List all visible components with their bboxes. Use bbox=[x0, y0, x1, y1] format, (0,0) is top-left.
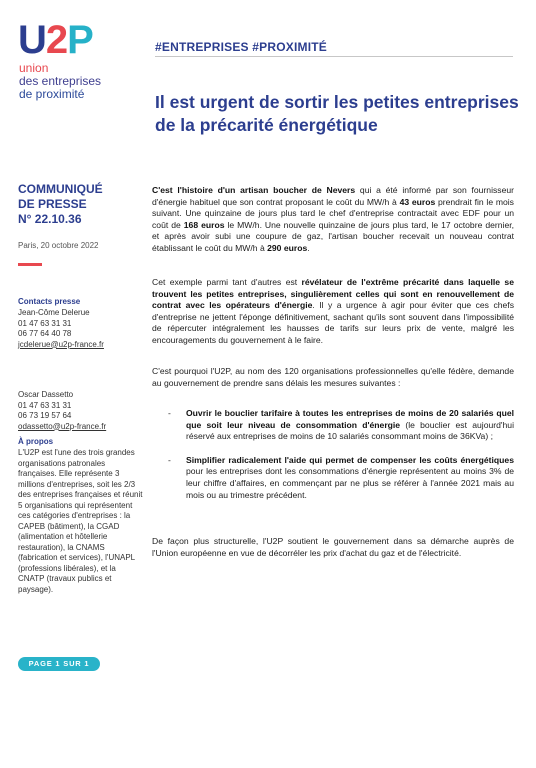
header-divider bbox=[155, 56, 513, 57]
contact-phone: 01 47 63 31 31 bbox=[18, 318, 72, 328]
p1-bold-4: 290 euros bbox=[267, 242, 308, 253]
p2-text-2: . Il y a urgence à agir pour éviter que ces chefs d'entreprise ne jettent l'éponge définitivement, sachant qu'ils sont souvent dans l'impossibilité de répercuter intégralement les hausses de tarifs sur leurs prix de vente, malgré les encouragements du gouvernement à le faire. bbox=[152, 300, 514, 345]
p1-text-3: le MW/h. Une nouvelle quinzaine de jours plus tard, le 17 octobre dernier, et après avoir subi une coupure de gaz, l'artisan boucher recevait un nouveau contrat établissant le coût du MW/h à bbox=[152, 219, 514, 253]
contact-email-link[interactable]: odassetto@u2p-france.fr bbox=[18, 421, 107, 431]
contact-name: Jean-Côme Delerue bbox=[18, 308, 90, 317]
p1-text-4: . bbox=[307, 242, 310, 253]
press-release-line-1: COMMUNIQUÉ bbox=[18, 182, 103, 196]
paragraph-2 bbox=[152, 277, 514, 347]
about-title: À propos bbox=[18, 437, 54, 446]
contact-email-link[interactable]: jcdelerue@u2p-france.fr bbox=[18, 339, 104, 349]
press-release-heading bbox=[18, 182, 138, 227]
p2-text-1: Cet exemple parmi tant d'autres est bbox=[152, 277, 302, 287]
bullet-dash: - bbox=[168, 408, 171, 418]
logo-digit-2: 2 bbox=[45, 18, 68, 62]
p1-bold-2: 43 euros bbox=[399, 196, 436, 207]
contact-name: Oscar Dassetto bbox=[18, 390, 74, 399]
contact-phone: 01 47 63 31 31 bbox=[18, 400, 72, 410]
bullet-dash: - bbox=[168, 454, 171, 465]
accent-bar bbox=[18, 263, 42, 266]
p1-text-2: prendrait fin le mois suivant. Une quinzaine de jours plus tard le chef d'entreprise contractait avec EDF pour un coût de bbox=[152, 196, 514, 230]
bullet-text: (le bouclier est aujourd'hui réservé aux entreprises de moins de 10 salariés consommant moins de 36KVa) ; bbox=[186, 419, 514, 442]
paragraph-4: De façon plus structurelle, l'U2P soutient le gouvernement dans sa démarche auprès de l'Union européenne en vue de décorréler les prix d'achat du gaz et de l'électricité. bbox=[152, 536, 514, 558]
logo-tagline-2: des entreprises bbox=[19, 74, 102, 88]
paragraph-1 bbox=[152, 185, 514, 255]
p1-bold-3: 168 euros bbox=[183, 219, 225, 230]
logo-tagline-1: union bbox=[19, 61, 49, 75]
press-release-number: N° 22.10.36 bbox=[18, 212, 82, 226]
about-text: L'U2P est l'une des trois grandes organisations patronales françaises. Elle représente 3 millions d'entreprises, soit les 2/3 des entreprises françaises et réunit 5 organisations qui représentent ces catégories d'entreprises : la CAPEB (bâtiment), la CGAD (alimentation et hôtellerie restauration), la CNAMS (fabrication et services), l'UNAPL (professions libérales), et la CNATP (travaux publics et paysage). bbox=[18, 448, 143, 594]
paragraph-3: C'est pourquoi l'U2P, au nom des 120 organisations professionnelles qu'elle fédère, demande au gouvernement de prendre sans délais les mesures suivantes : bbox=[152, 366, 514, 388]
hashtags: #ENTREPRISES #PROXIMITÉ bbox=[155, 40, 327, 54]
logo-letter-p: P bbox=[67, 18, 93, 62]
p2-bold-1: révélateur de l'extrême précarité dans laquelle se trouvent les petites entreprises, singulièrement celles qui sont en renouvellement de contrat avec les opérateurs d'énergie bbox=[152, 277, 514, 311]
contacts-title: Contacts presse bbox=[18, 297, 81, 306]
list-item bbox=[168, 408, 514, 443]
p1-bold-1: C'est l'histoire d'un artisan boucher de Nevers bbox=[152, 185, 356, 195]
page-indicator: PAGE 1 SUR 1 bbox=[18, 657, 100, 671]
release-date: Paris, 20 octobre 2022 bbox=[18, 241, 99, 250]
contact-mobile: 06 77 64 40 78 bbox=[18, 329, 72, 338]
u2p-logo bbox=[18, 20, 93, 60]
list-item bbox=[168, 455, 514, 501]
bullet-text: pour les entreprises dont les consommations d'énergie représentent au moins 3% de leur chiffre d'affaires, en commençant par ne plus se référer à l'année 2021 mais au mois ou au trimestre précédent. bbox=[186, 466, 514, 500]
bullet-bold: Simplifier radicalement l'aide qui permet de compenser les coûts énergétiques bbox=[186, 454, 514, 465]
p1-text-1: qui a été informé par son fournisseur d'énergie habituel que son contrat proposant le coût du MW/h à bbox=[152, 185, 514, 207]
contact-card-2 bbox=[18, 390, 138, 432]
measures-list bbox=[168, 408, 514, 513]
press-release-line-2: DE PRESSE bbox=[18, 197, 87, 211]
contact-card-1 bbox=[18, 308, 138, 350]
bullet-bold: Ouvrir le bouclier tarifaire à toutes les entreprises de moins de 20 salariés quel que soit leur niveau de consommation d'énergie bbox=[186, 408, 514, 430]
logo-letter-u: U bbox=[18, 18, 46, 62]
contact-mobile: 06 73 19 57 64 bbox=[18, 411, 72, 420]
page-title: Il est urgent de sortir les petites entreprises de la précarité énergétique bbox=[155, 92, 519, 135]
logo-tagline-3: de proximité bbox=[19, 87, 85, 101]
